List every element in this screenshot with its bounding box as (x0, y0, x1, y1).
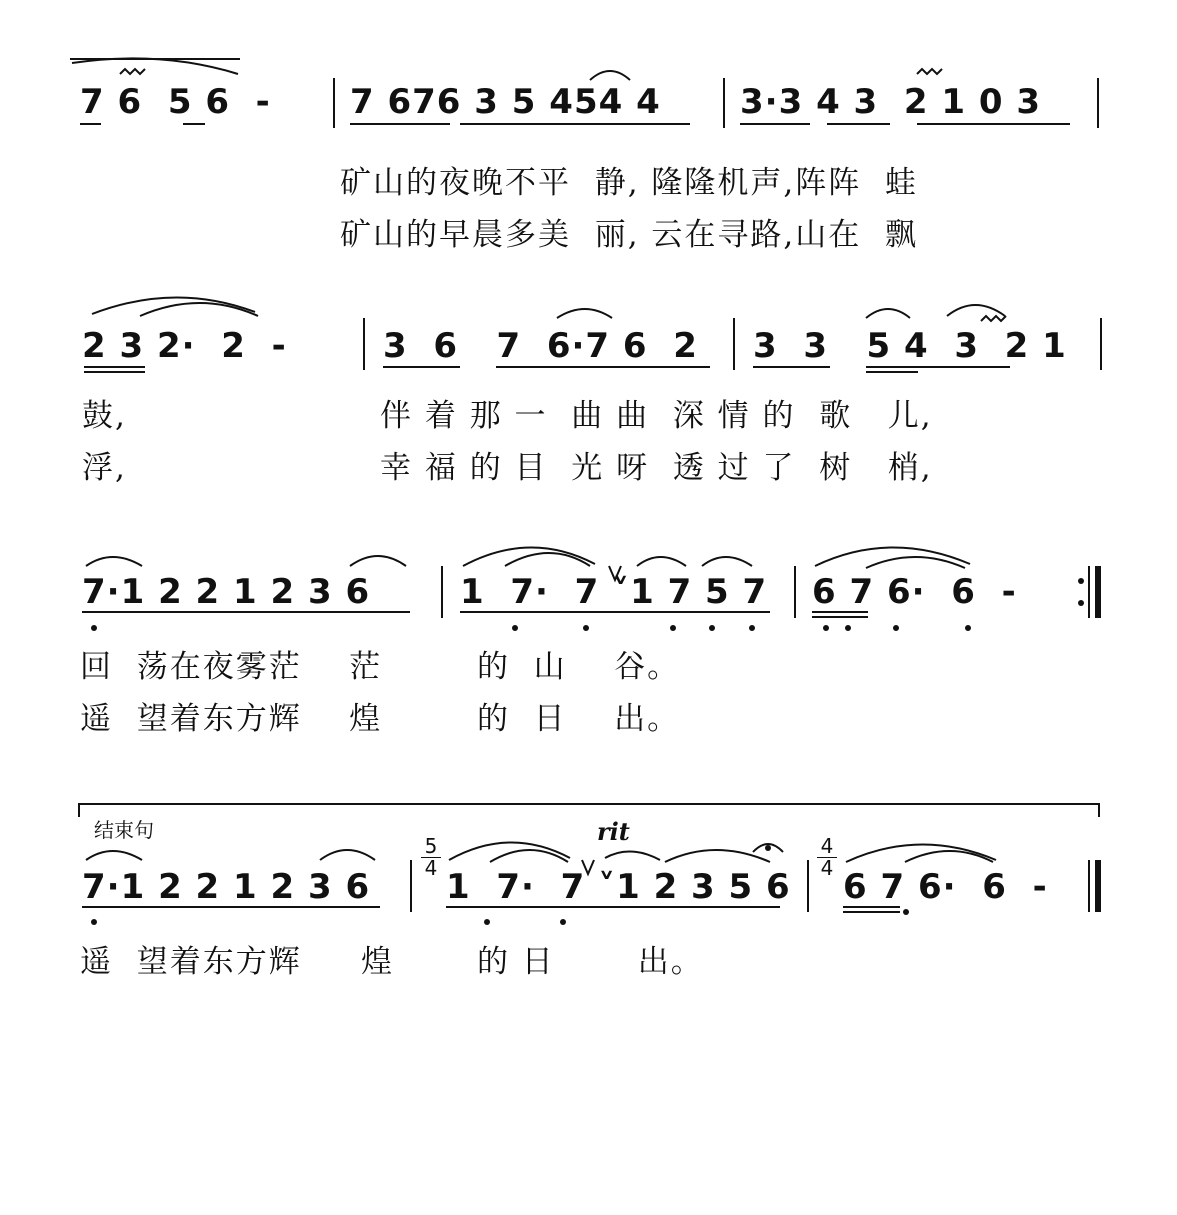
lyric-s1-verse2: 矿山的早晨多美 丽, 云在寻路,山在 飘 (340, 217, 918, 253)
notes-coda-m2: 1 7· 7 ˅1 2 3 5 6 (446, 867, 791, 907)
repeat-barline-thick (1095, 566, 1101, 618)
fermata-dot (765, 845, 771, 851)
slur (637, 557, 686, 566)
slur (605, 851, 660, 860)
time-signature-top: 5 (424, 834, 438, 858)
octave-dot (91, 919, 97, 925)
barline (794, 566, 796, 618)
lyric-s3-verse1: 回 荡在夜雾茫 茫 的 山 谷。 (80, 649, 681, 685)
coda-bracket-right (1098, 803, 1100, 817)
slur (905, 851, 993, 862)
octave-dot (845, 625, 851, 631)
top-slur-line (70, 58, 240, 60)
notes-s1-m1: 7 6 5 6 - (80, 82, 271, 122)
octave-dot (91, 625, 97, 631)
time-signature-bottom: 4 (820, 856, 834, 880)
slur (557, 309, 612, 318)
slur (702, 557, 752, 566)
notes-s2-m3: 3 3 5 4 3 2 1 (753, 326, 1067, 366)
octave-dot (560, 919, 566, 925)
repeat-dot (1078, 600, 1084, 606)
lyric-s2-verse2-start: 浮, (82, 450, 127, 486)
slur (505, 553, 590, 566)
octave-dot (670, 625, 676, 631)
coda-bracket-left (78, 803, 80, 817)
slur (490, 850, 568, 862)
slur (86, 557, 142, 566)
mordent-ornament (120, 69, 145, 74)
octave-dot (583, 625, 589, 631)
notes-s1-m3: 3·3 4 3 2 1 0 3 (740, 82, 1042, 122)
octave-dot (965, 625, 971, 631)
barline (1100, 318, 1102, 370)
slur (92, 297, 255, 314)
slur (86, 851, 142, 860)
repeat-dot (1078, 578, 1084, 584)
octave-dot (823, 625, 829, 631)
time-signature-top: 4 (820, 834, 834, 858)
barline (363, 318, 365, 370)
mordent-ornament (981, 316, 1006, 321)
slur (947, 305, 1005, 316)
slur (72, 58, 238, 74)
octave-dot (893, 625, 899, 631)
octave-dot (709, 625, 715, 631)
slur (815, 547, 970, 566)
slur (846, 844, 996, 862)
mordent-ornament (917, 69, 942, 74)
octave-dot (512, 625, 518, 631)
octave-dot (903, 909, 909, 915)
lyric-s2-verse2: 幸 福 的 目 光 呀 透 过 了 树 梢, (380, 450, 933, 486)
final-barline-thick (1095, 860, 1101, 912)
time-signature-bottom: 4 (424, 856, 438, 880)
octave-dot (484, 919, 490, 925)
barline (723, 78, 725, 128)
lyric-s3-verse2: 遥 望着东方辉 煌 的 日 出。 (80, 701, 681, 737)
lyric-s2-verse1: 伴 着 那 一 曲 曲 深 情 的 歌 儿, (380, 398, 933, 434)
slur (866, 557, 965, 568)
coda-bracket-line (78, 803, 1100, 805)
slur (866, 309, 910, 318)
slur (449, 842, 570, 860)
slur (665, 850, 770, 862)
slur (350, 556, 406, 566)
barline (733, 318, 735, 370)
coda-label: 结束句 (94, 818, 154, 842)
slur (463, 547, 595, 566)
octave-dot (749, 625, 755, 631)
repeat-barline-thin (1088, 566, 1090, 618)
ritardando-mark: rit (597, 817, 630, 846)
slur (590, 71, 630, 80)
notes-s2-m2: 3 6 7 6·7 6 2 (383, 326, 698, 366)
notes-s2-m1: 2 3 2· 2 - (82, 326, 287, 366)
notes-coda-m3: 6 7 6· 6 - (843, 867, 1048, 907)
notes-s3-m3: 6 7 6· 6 - (812, 572, 1017, 612)
fermata (753, 844, 783, 852)
barline (410, 860, 412, 912)
notes-s1-m2: 7 676 3 5 454 4 (350, 82, 661, 122)
lyric-s1-verse1: 矿山的夜晚不平 静, 隆隆机声,阵阵 蛙 (340, 165, 918, 201)
slur (320, 850, 375, 860)
slur (140, 303, 258, 316)
final-barline-thin (1088, 860, 1090, 912)
lyric-s2-verse1-start: 鼓, (82, 398, 127, 434)
barline (807, 860, 809, 912)
barline (441, 566, 443, 618)
notes-s3-m1: 7·1 2 2 1 2 3 6 (82, 572, 371, 612)
barline (333, 78, 335, 128)
notes-coda-m1: 7·1 2 2 1 2 3 6 (82, 867, 371, 907)
notes-s3-m2: 1 7· 7 ˅1 7 5 7 (460, 572, 768, 612)
lyric-coda: 遥 望着东方辉 煌 的 日 出。 (80, 944, 704, 980)
barline (1097, 78, 1099, 128)
